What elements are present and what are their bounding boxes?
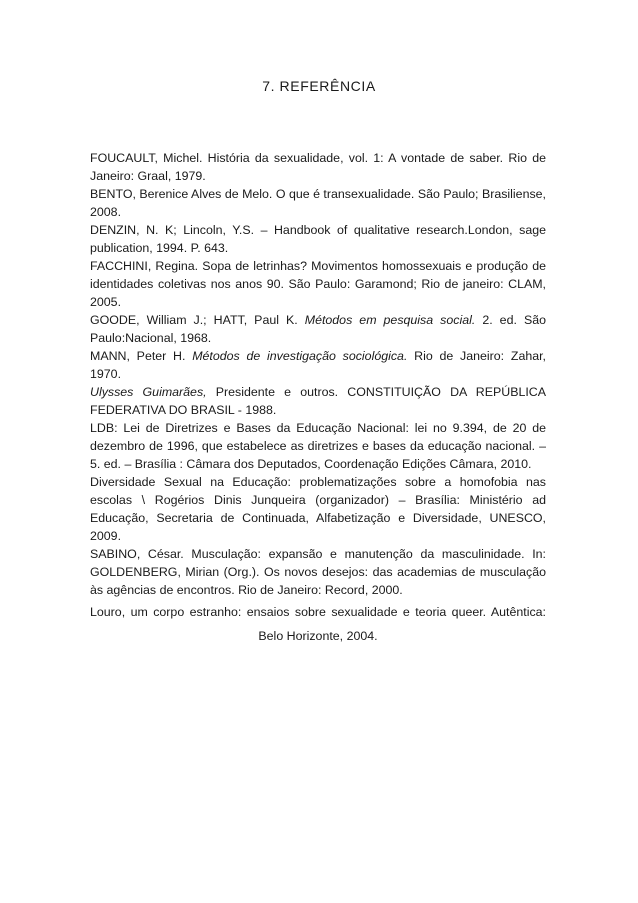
reference-text: LDB: Lei de Diretrizes e Bases da Educação Nacional: lei no 9.394, de 20 de dezembro de 1996, que estabelece as diretrizes e bases da educação nacional. – 5. ed. – Brasília : Câmara dos Deputados, Coordenação Edições Câmara, 2010. <box>90 421 546 471</box>
reference-entry-louro <box>90 600 546 648</box>
reference-italic-title: Ulysses Guimarães, <box>90 385 207 399</box>
reference-entry <box>90 149 546 185</box>
reference-entry <box>90 419 546 473</box>
reference-text: BENTO, Berenice Alves de Melo. O que é transexualidade. São Paulo; Brasiliense, 2008. <box>90 187 546 219</box>
reference-entry <box>90 473 546 545</box>
reference-entry <box>90 257 546 311</box>
reference-entry <box>90 221 546 257</box>
reference-text: 2. ed. São Paulo:Nacional, 1968. <box>90 313 546 345</box>
reference-list <box>90 149 546 599</box>
reference-text: SABINO, César. Musculação: expansão e manutenção da masculinidade. In: GOLDENBERG, Mirian (Org.). Os novos desejos: das academias de musculação às agências de encontros. Rio de Janeiro: Record, 2000. <box>90 547 546 597</box>
reference-italic-title: Métodos de investigação sociológica. <box>192 349 408 363</box>
reference-text: Presidente e outros. CONSTITUIÇÃO DA REPÚBLICA FEDERATIVA DO BRASIL - 1988. <box>90 385 547 417</box>
reference-text: FOUCAULT, Michel. História da sexualidade, vol. 1: A vontade de saber. Rio de Janeiro: Graal, 1979. <box>90 151 546 183</box>
reference-entry <box>90 545 546 599</box>
reference-italic-title: Métodos em pesquisa social. <box>304 313 476 327</box>
reference-text: Rio de Janeiro: Zahar, 1970. <box>90 349 547 381</box>
section-heading: 7. REFERÊNCIA <box>262 78 376 94</box>
reference-entry <box>90 311 546 347</box>
reference-entry <box>90 347 546 383</box>
reference-line: Belo Horizonte, 2004. <box>258 629 378 643</box>
reference-text: GOODE, William J.; HATT, Paul K. <box>90 313 305 327</box>
reference-text: MANN, Peter H. <box>90 349 193 363</box>
reference-entry <box>90 185 546 221</box>
reference-text: Diversidade Sexual na Educação: problematizações sobre a homofobia nas escolas \ Rogérios Dinis Junqueira (organizador) – Brasília: Ministério ad Educação, Secretaria de Continuada, Alfabetização e Diversidade, UNESCO, 2009. <box>90 475 546 543</box>
reference-line: Louro, um corpo estranho: ensaios sobre sexualidade e teoria queer. Autêntica: <box>90 605 546 619</box>
reference-entry <box>90 383 546 419</box>
reference-text: FACCHINI, Regina. Sopa de letrinhas? Movimentos homossexuais e produção de identidades coletivas nos anos 90. São Paulo: Garamond; Rio de janeiro: CLAM, 2005. <box>90 259 546 309</box>
reference-text: DENZIN, N. K; Lincoln, Y.S. – Handbook of qualitative research.London, sage publication, 1994. P. 643. <box>90 223 546 255</box>
